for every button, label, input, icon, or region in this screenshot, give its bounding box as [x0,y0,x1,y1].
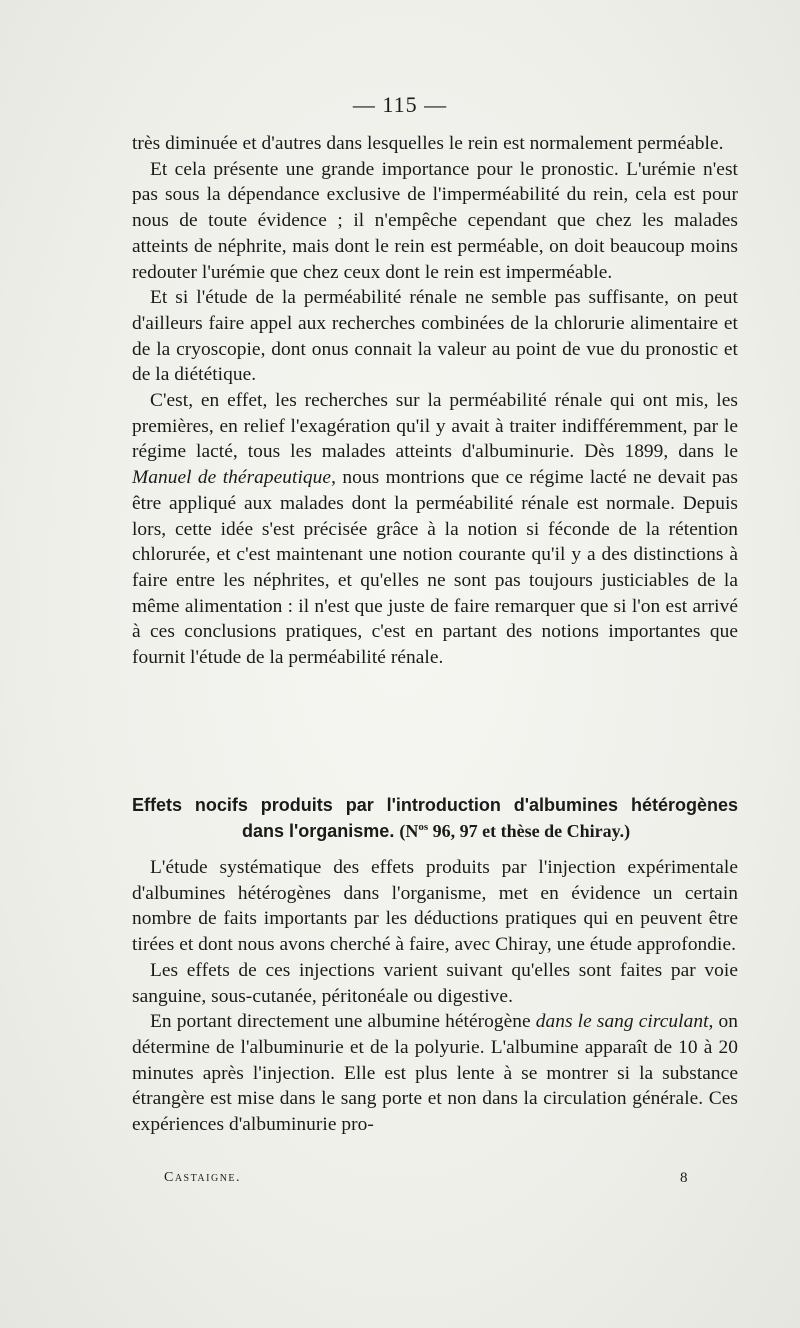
page-footer [164,1170,694,1186]
section-heading [132,792,738,844]
heading-reference [399,821,630,841]
paragraph: Les effets de ces injections varient suivant qu'elles sont faites par voie sanguine, sous-cutanée, péritonéale ou digestive. [132,959,738,1007]
ref-superscript: os [418,821,429,833]
emphasis-text: dans le sang circulant [535,1011,709,1033]
paragraph: L'étude systématique des effets produits par l'injection expérimentale d'albumines hétérogènes dans l'organisme, met en évidence un certain nombre de faits importants par les déductions pratiques qui en peuvent être tirées et dont nous avons cherché à faire, avec Chiray, une étude approfondie. [132,857,738,956]
paragraph-text: , on détermine de l'albuminurie et de la polyurie. L'albumine apparaît de 10 à 20 minutes après l'injection. Elle est plus lente à se montrer si la substance étrangère est mise dans le sang porte et non dans la circulation générale. Ces expériences d'albuminurie pro- [132,1011,738,1136]
paragraph-text: En portant directement une albumine hétérogène [150,1011,536,1033]
paragraph [132,1009,738,1138]
paragraph-text: , nous montrions que ce régime lacté ne devait pas être appliqué aux malades dont la perméabilité rénale est normale. Depuis lors, cette idée s'est précisée grâce à la notion si féconde de la rétention chlorurée, et c'est maintenant une notion courante qu'il y a des distinctions à faire entre les néphrites, et qu'elles ne sont pas toujours justiciables de la même alimentation : il n'est que juste de faire remarquer que si l'on est arrivé à ces conclusions pratiques, c'est en partant des notions importantes que fournit l'étude de la perméabilité rénale. [132,467,738,669]
page-number: — 115 — [352,92,448,117]
paragraph [132,388,738,671]
paragraph: Et cela présente une grande importance pour le pronostic. L'urémie n'est pas sous la dépendance exclusive de l'imperméabilité du rein, cela est pour nous de toute évidence ; il n'empêche cependant que chez les malades atteints de néphrite, mais dont le rein est perméable, on doit beaucoup moins redouter l'urémie que chez ceux dont le rein est imperméable. [132,158,738,283]
heading-text: dans l'organisme. [242,821,395,841]
signature-mark: 8 [680,1170,688,1186]
paragraph: Et si l'étude de la perméabilité rénale ne semble pas suffisante, on peut d'ailleurs faire appel aux recherches combinées de la chlorurie alimentaire et de la cryoscopie, dont onus connait la valeur au point de vue du pronostic et de la diététique. [132,287,738,386]
ref-text: 96, 97 et thèse de Chiray.) [432,821,631,841]
heading-line [132,818,738,844]
ref-prefix: (N [399,821,419,841]
book-title: Manuel de thérapeutique [132,467,332,489]
author-name: Castaigne. [164,1170,242,1185]
text-block-bottom [132,855,738,1138]
paragraph-text: C'est, en effet, les recherches sur la perméabilité rénale qui ont mis, les premières, en relief l'exagération qu'il y avait à traiter indifféremment, par le régime lacté, tous les malades atteints d'albuminurie. Dès 1899, dans le [132,390,738,463]
text-block-top [132,131,738,671]
paragraph: très diminuée et d'autres dans lesquelles le rein est normalement perméable. [132,133,724,154]
heading-line: Effets nocifs produits par l'introduction d'albumines hétérogènes [132,795,738,815]
